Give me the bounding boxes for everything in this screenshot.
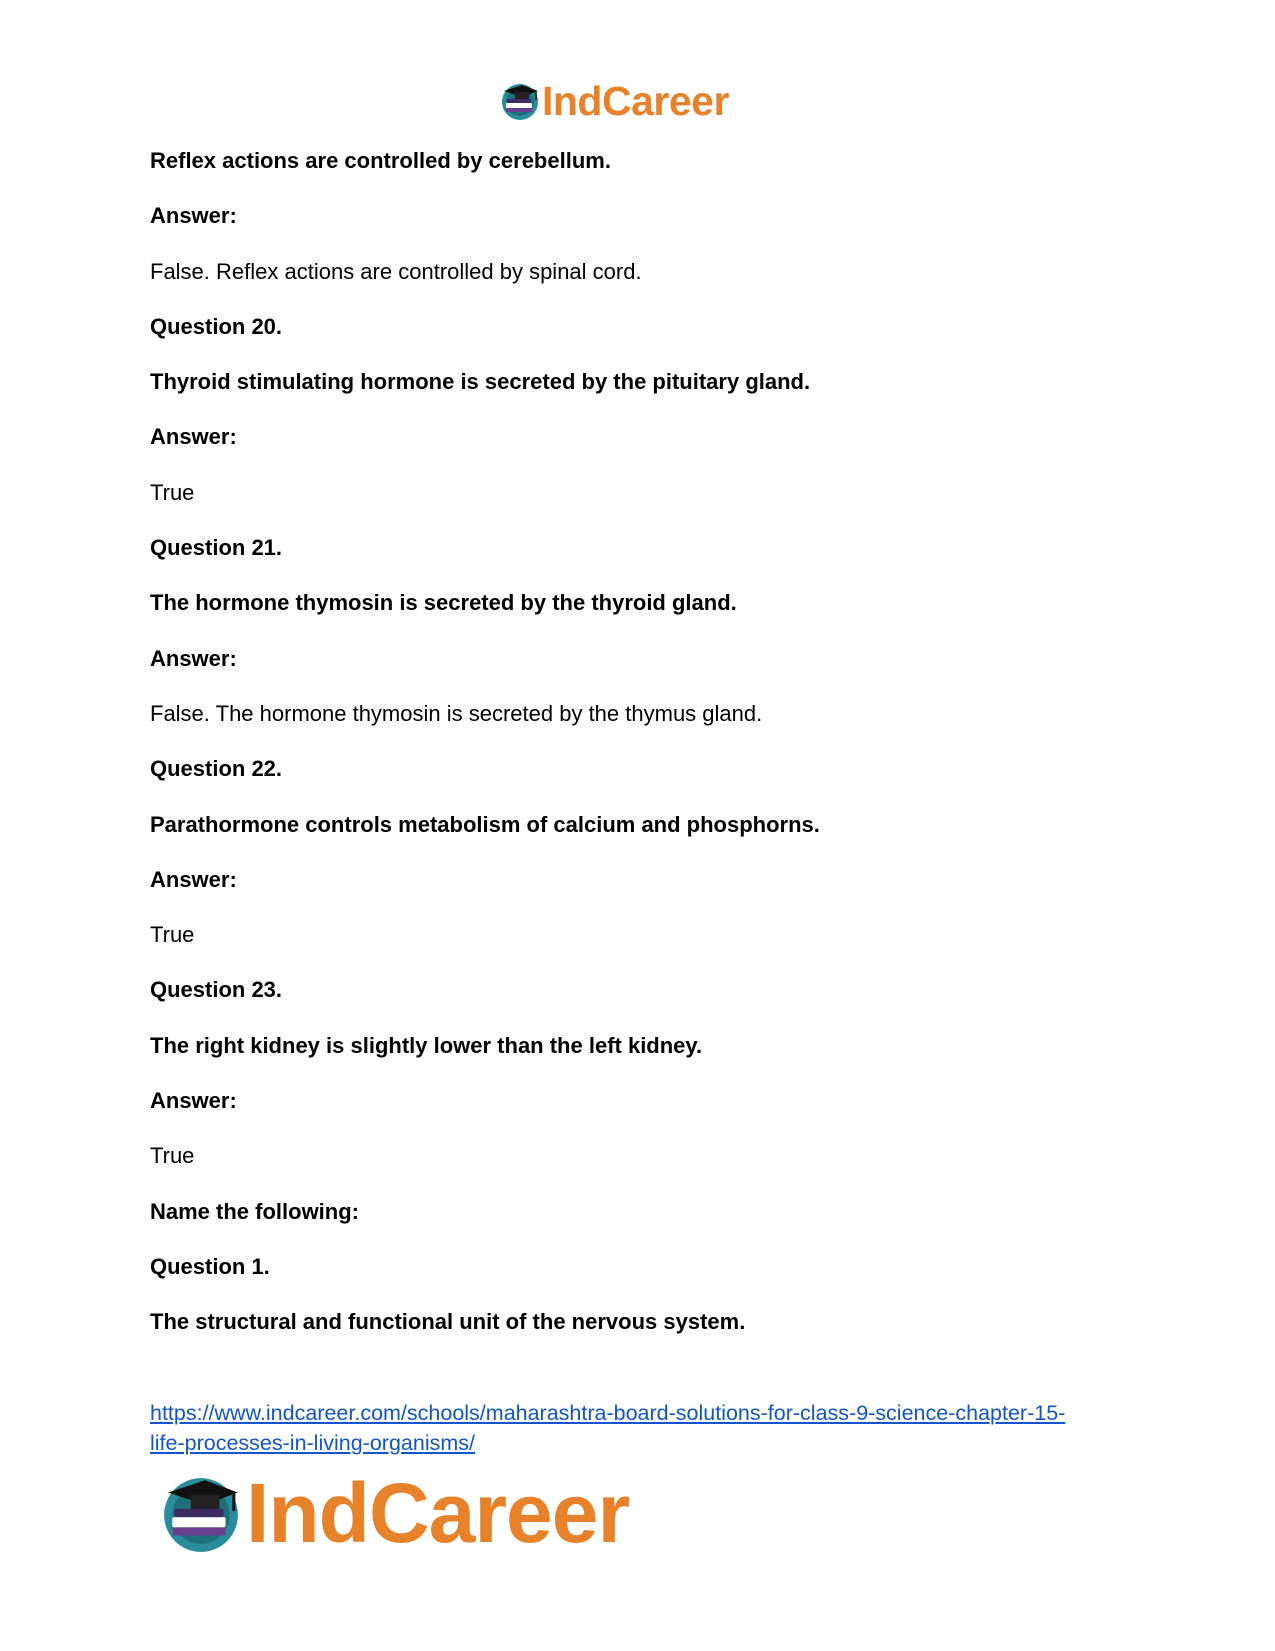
bold-text-line: Question 20.	[150, 313, 283, 339]
bold-text-line: The right kidney is slightly lower than the left kidney.	[150, 1032, 703, 1058]
graduation-cap-books-icon	[500, 81, 540, 121]
source-url-line-2[interactable]: life-processes-in-living-organisms/	[150, 1431, 475, 1455]
bold-text-line: The structural and functional unit of the nervous system.	[150, 1309, 746, 1335]
footer-logo	[160, 1468, 629, 1558]
bold-text-line: Answer:	[150, 424, 237, 450]
bold-text-line: Question 22.	[150, 756, 283, 782]
header-logo	[500, 78, 729, 124]
bold-text-line: Question 23.	[150, 977, 283, 1003]
bold-text-line: Question 1.	[150, 1253, 270, 1279]
bold-text-line: Thyroid stimulating hormone is secreted by the pituitary gland.	[150, 369, 811, 395]
bold-text-line: Answer:	[150, 1088, 237, 1114]
graduation-cap-books-icon	[160, 1472, 242, 1554]
answer-text-line: True	[150, 1143, 195, 1169]
bold-text-line: Answer:	[150, 866, 237, 892]
answer-text-line: False. The hormone thymosin is secreted by the thymus gland.	[150, 700, 763, 726]
source-url-link[interactable]	[150, 1398, 1150, 1458]
logo-wordmark-large: IndCareer	[246, 1466, 630, 1560]
answer-text-line: True	[150, 479, 195, 505]
bold-text-line: Name the following:	[150, 1198, 359, 1224]
bold-text-line: Answer:	[150, 203, 237, 229]
source-url-line-1[interactable]: https://www.indcareer.com/schools/maharashtra-board-solutions-for-class-9-science-chapter-15-	[150, 1401, 1066, 1425]
bold-text-line: Answer:	[150, 645, 237, 671]
bold-text-line: Reflex actions are controlled by cerebellum.	[150, 148, 611, 173]
document-body	[150, 148, 1150, 1365]
bold-text-line: The hormone thymosin is secreted by the thyroid gland.	[150, 590, 737, 616]
bold-text-line: Question 21.	[150, 535, 283, 561]
answer-text-line: False. Reflex actions are controlled by spinal cord.	[150, 258, 642, 284]
bold-text-line: Parathormone controls metabolism of calcium and phosphorns.	[150, 811, 820, 837]
logo-wordmark: IndCareer	[542, 77, 729, 124]
answer-text-line: True	[150, 922, 195, 948]
